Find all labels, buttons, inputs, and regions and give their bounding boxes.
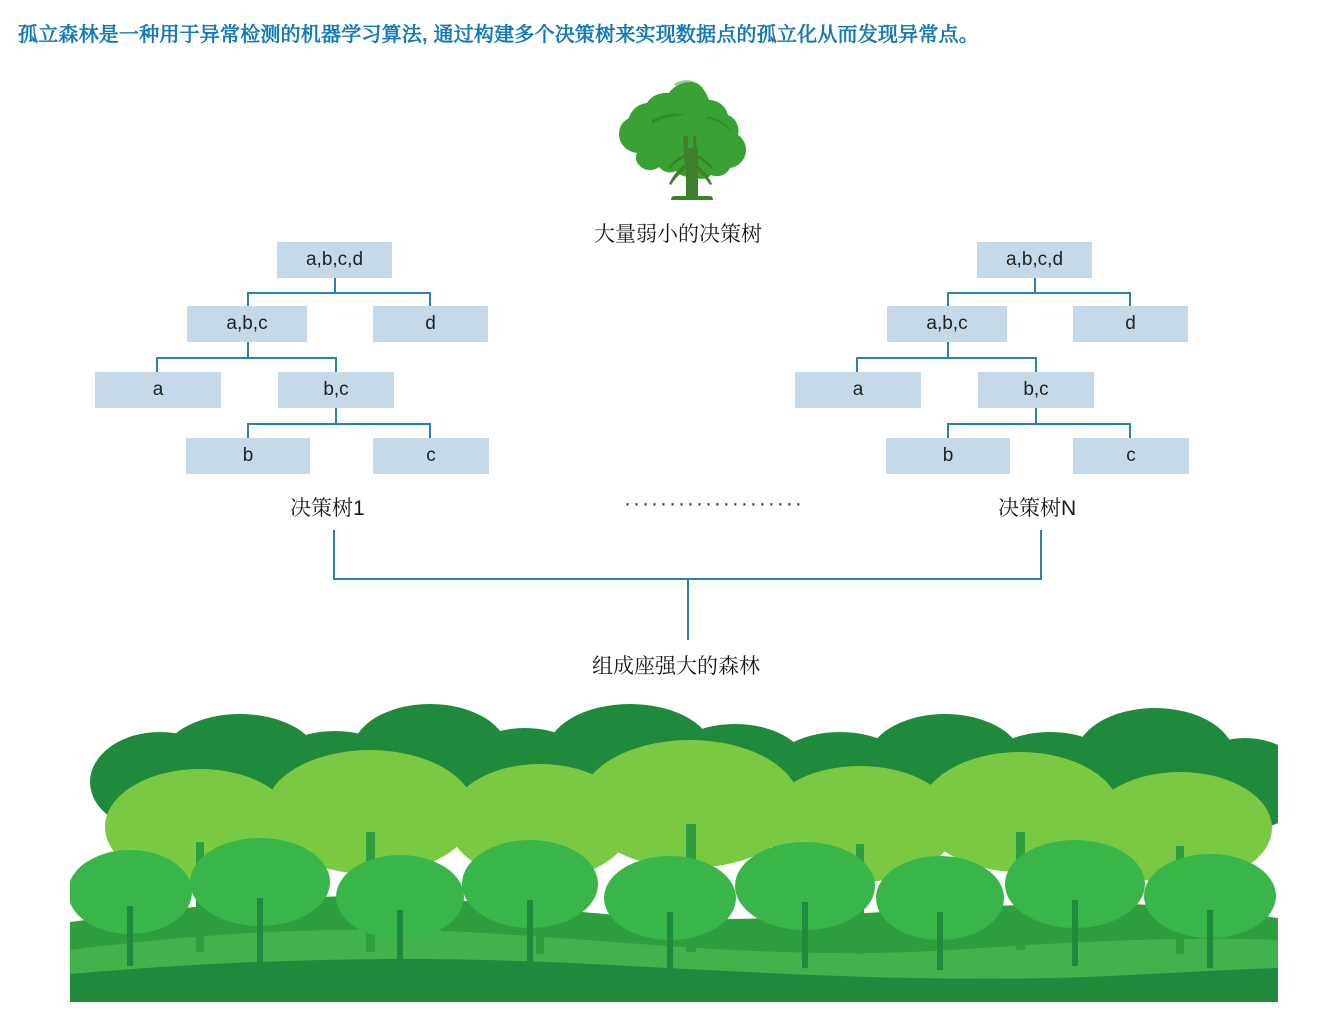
tree-link xyxy=(429,423,431,439)
tree-link xyxy=(1129,423,1131,439)
tree-node-abc: a,b,c xyxy=(887,306,1007,342)
tree-node-bc: b,c xyxy=(278,372,394,408)
tree-link xyxy=(856,357,1036,359)
tree-link xyxy=(947,423,1130,425)
tree-link xyxy=(247,423,430,425)
tree-link xyxy=(1034,292,1131,294)
tree-icon xyxy=(612,78,772,203)
tree-link xyxy=(156,357,336,359)
tree-link xyxy=(1035,357,1037,373)
tree-node-b: b xyxy=(186,438,310,474)
tree-link xyxy=(335,408,337,424)
tree-link xyxy=(947,423,949,439)
tree-node-a: a xyxy=(95,372,221,408)
tree-link xyxy=(947,342,949,358)
caption-decision-tree-1: 决策树1 xyxy=(290,497,365,520)
tree-link xyxy=(247,342,249,358)
tree-link xyxy=(247,423,249,439)
merge-connector-down xyxy=(687,578,689,640)
ellipsis-separator: ···················· xyxy=(624,492,804,515)
tree-node-d: d xyxy=(373,306,488,342)
tree-link xyxy=(335,357,337,373)
tree-link xyxy=(856,357,858,373)
merge-connector-right xyxy=(1040,530,1042,580)
tree-node-abc: a,b,c xyxy=(187,306,307,342)
tree-link xyxy=(247,292,336,294)
caption-decision-tree-n: 决策树N xyxy=(998,497,1077,520)
tree-link xyxy=(334,292,431,294)
decision-tree-1 xyxy=(92,240,492,490)
tree-link xyxy=(947,292,1036,294)
tree-node-d: d xyxy=(1073,306,1188,342)
tree-node-c: c xyxy=(373,438,489,474)
tree-link xyxy=(1035,408,1037,424)
caption-strong-forest: 组成座强大的森林 xyxy=(592,655,760,678)
merge-connector-left xyxy=(333,530,335,580)
tree-node-c: c xyxy=(1073,438,1189,474)
tree-node-bc: b,c xyxy=(978,372,1094,408)
tree-node-a: a xyxy=(795,372,921,408)
forest-illustration xyxy=(70,692,1278,1002)
tree-node-root: a,b,c,d xyxy=(977,242,1092,278)
tree-node-root: a,b,c,d xyxy=(277,242,392,278)
caption-many-weak-trees: 大量弱小的决策树 xyxy=(594,223,762,246)
decision-tree-n xyxy=(792,240,1192,490)
tree-link xyxy=(156,357,158,373)
page-title: 孤立森林是一种用于异常检测的机器学习算法, 通过构建多个决策树来实现数据点的孤立化从而发现异常点。 xyxy=(18,24,979,46)
tree-node-b: b xyxy=(886,438,1010,474)
